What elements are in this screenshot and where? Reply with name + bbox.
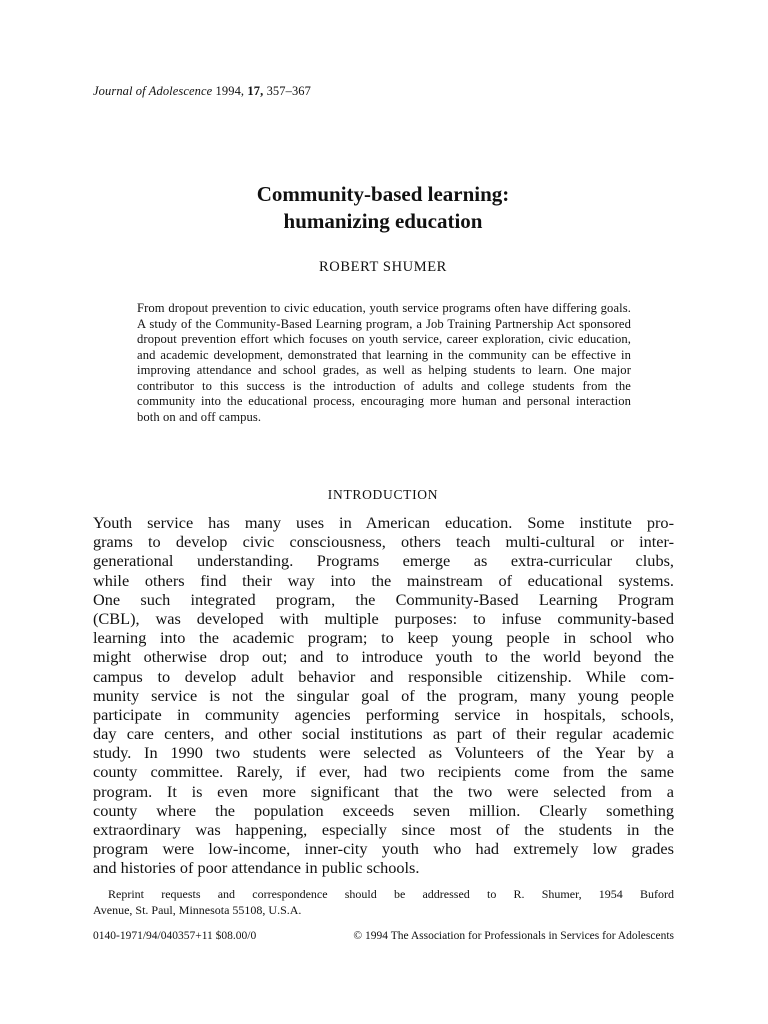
body-line: might otherwise drop out; and to introduce youth to the world beyond the [93,647,674,667]
body-line: and histories of poor attendance in public schools. [93,858,420,878]
body-text [93,513,674,878]
abstract: From dropout prevention to civic education, youth service programs often have differing goals. A study of the Community-Based Learning program, a Job Training Partnership Act sponsored dropout prevention effort which focuses on youth service, career exploration, civic education, and academic development, demonstrated that learning in the community can be effective in improving attendance and school grades, as well as helping students to learn. One major contributor to this success is the introduction of adults and college students from the community into the educational process, encouraging more human and personal interaction both on and off campus. [137,301,631,424]
body-line: program. It is even more significant that the two were selected from a [93,781,674,801]
body-line: (CBL), was developed with multiple purposes: to infuse community-based [93,608,674,628]
body-line: program were low-income, inner-city youth who had extremely low grades [93,839,674,859]
section-heading: INTRODUCTION [327,487,439,502]
journal-pages: 357–367 [266,84,312,98]
article-title-line-2: humanizing education [283,209,483,233]
journal-volume: 17, [247,84,264,98]
running-head [93,84,311,99]
journal-name: Journal of Adolescence [93,84,213,98]
body-line: grams to develop civic consciousness, others teach multi-cultural or inter- [93,532,674,552]
copyright-notice: © 1994 The Association for Professionals in Services for Adolescents [353,930,674,942]
body-line: learning into the academic program; to keep young people in school who [93,628,674,648]
body-line: Youth service has many uses in American education. Some institute pro- [93,513,674,532]
body-line: day care centers, and other social institutions as part of their regular academic [93,724,674,744]
footnote-line: Reprint requests and correspondence should be addressed to R. Shumer, 1954 Buford [108,887,674,901]
body-line: campus to develop adult behavior and responsible citizenship. While com- [93,666,674,686]
article-title [93,181,673,235]
body-line: One such integrated program, the Community-Based Learning Program [93,589,674,609]
author-name: ROBERT SHUMER [319,259,447,275]
body-line: while others find their way into the mainstream of educational systems. [93,570,674,590]
body-line: participate in community agencies performing service in hospitals, schools, [93,704,674,724]
journal-year: 1994, [215,84,245,98]
footnote-line: Avenue, St. Paul, Minnesota 55108, U.S.A. [93,902,302,917]
body-line: munity service is not the singular goal of the program, many young people [93,685,674,705]
article-code: 0140-1971/94/040357+11 $08.00/0 [93,930,257,942]
footnote [93,887,674,918]
article-title-line-1: Community-based learning: [256,182,510,206]
body-line: study. In 1990 two students were selected as Volunteers of the Year by a [93,743,674,763]
body-line: county where the population exceeds seven million. Clearly something [93,800,674,820]
body-line: generational understanding. Programs emerge as extra-curricular clubs, [93,551,674,571]
body-line: county committee. Rarely, if ever, had two recipients come from the same [93,762,674,782]
body-line: extraordinary was happening, especially since most of the students in the [93,820,674,839]
